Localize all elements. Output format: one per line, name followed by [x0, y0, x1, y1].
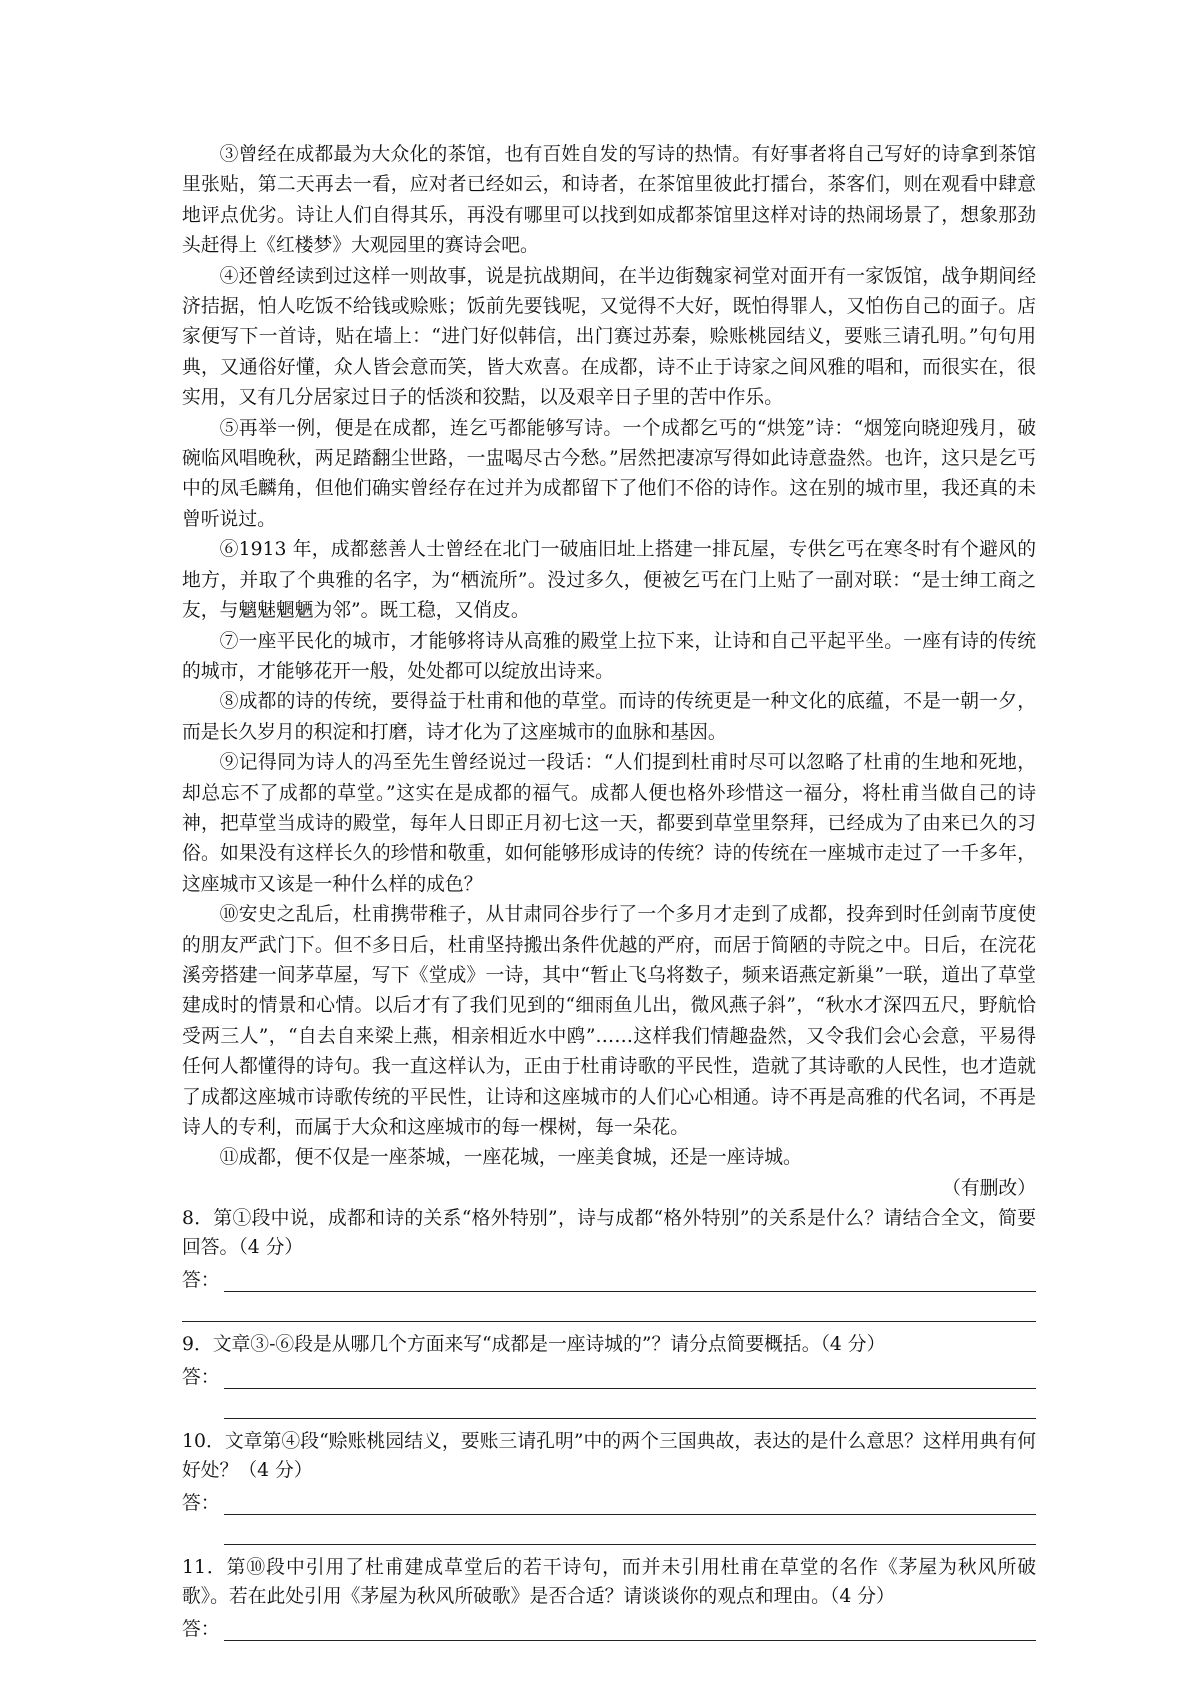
paragraph-11: ⑪成都，便不仅是一座茶城，一座花城，一座美食城，还是一座诗城。: [219, 1147, 802, 1169]
question-text: 9．文章③-⑥段是从哪几个方面来写“成都是一座诗城的”？请分点简要概括。（4 分）: [182, 1334, 886, 1356]
paragraph-4: ④还曾经读到过这样一则故事，说是抗战期间，在半边街魏家祠堂对面开有一家饭馆，战争期间经济拮据，怕人吃饭不给钱或赊账；饭前先要钱呢，又觉得不大好，既怕得罪人，又怕伤自己的面子。店家便写下一首诗，贴在墙上：“进门好似韩信，出门赛过苏秦，赊账桃园结义，要账三请孔明。”句句用典，又通俗好懂，众人皆会意而笑，皆大欢喜。在成都，诗不止于诗家之间风雅的唱和，而很实在，很实用，又有几分居家过日子的恬淡和狡黠，以及艰辛日子里的苦中作乐。: [182, 265, 1036, 409]
question-9: [182, 1330, 1036, 1419]
answer-label: 答：: [182, 1367, 220, 1389]
answer-row: [182, 1359, 1036, 1389]
answer-line[interactable]: [182, 1299, 1036, 1322]
answer-line[interactable]: [224, 1396, 1036, 1419]
question-8: [182, 1204, 1036, 1322]
answer-row: [182, 1485, 1036, 1515]
answer-row-extra: [182, 1515, 1036, 1545]
document-page: [182, 140, 1036, 1641]
answer-row-extra: [182, 1389, 1036, 1419]
answer-label: 答：: [182, 1270, 220, 1292]
answer-row-extra: [182, 1292, 1036, 1322]
paragraph-3: ③曾经在成都最为大众化的茶馆，也有百姓自发的写诗的热情。有好事者将自己写好的诗拿到茶馆里张贴，第二天再去一看，应对者已经如云，和诗者，在茶馆里彼此打擂台，茶客们，则在观看中肆意地评点优劣。诗让人们自得其乐，再没有哪里可以找到如成都茶馆里这样对诗的热闹场景了，想象那劲头赶得上《红楼梦》大观园里的赛诗会吧。: [182, 144, 1036, 257]
answer-line[interactable]: [224, 1269, 1036, 1292]
paragraph-8: ⑧成都的诗的传统，要得益于杜甫和他的草堂。而诗的传统更是一种文化的底蕴，不是一朝一夕，而是长久岁月的积淀和打磨，诗才化为了这座城市的血脉和基因。: [182, 691, 1036, 743]
question-10: [182, 1427, 1036, 1545]
paragraph-5: ⑤再举一例，便是在成都，连乞丐都能够写诗。一个成都乞丐的“烘笼”诗：“烟笼向晓迎残月，破碗临风唱晚秋，两足踏翻尘世路，一盅喝尽古今愁。”居然把凄凉写得如此诗意盎然。也许，这只是乞丐中的凤毛麟角，但他们确实曾经存在过并为成都留下了他们不俗的诗作。这在别的城市里，我还真的未曾听说过。: [182, 417, 1036, 530]
paragraph-9: ⑨记得同为诗人的冯至先生曾经说过一段话：“人们提到杜甫时尽可以忽略了杜甫的生地和死地，却总忘不了成都的草堂。”这实在是成都的福气。成都人便也格外珍惜这一福分，将杜甫当做自己的诗神，把草堂当成诗的殿堂，每年人日即正月初七这一天，都要到草堂里祭拜，已经成为了由来已久的习俗。如果没有这样长久的珍惜和敬重，如何能够形成诗的传统？诗的传统在一座城市走过了一千多年，这座城市又该是一种什么样的成色？: [182, 752, 1036, 895]
paragraph-6: ⑥1913 年，成都慈善人士曾经在北门一破庙旧址上搭建一排瓦屋，专供乞丐在寒冬时有个避风的地方，并取了个典雅的名字，为“栖流所”。没过多久，便被乞丐在门上贴了一副对联：“是士绅工商之友，与魑魅魍魉为邻”。既工稳，又俏皮。: [182, 539, 1036, 622]
answer-line[interactable]: [224, 1522, 1036, 1545]
answer-row: [182, 1611, 1036, 1641]
article-body: [182, 140, 1036, 1204]
answer-row: [182, 1262, 1036, 1292]
paragraph-10: ⑩安史之乱后，杜甫携带稚子，从甘肃同谷步行了一个多月才走到了成都，投奔到时任剑南节度使的朋友严武门下。但不多日后，杜甫坚持搬出条件优越的严府，而居于简陋的寺院之中。日后，在浣花溪旁搭建一间茅草屋，写下《堂成》一诗，其中“暂止飞乌将数子，频来语燕定新巢”一联，道出了草堂建成时的情景和心情。以后才有了我们见到的“细雨鱼儿出，微风燕子斜”，“秋水才深四五尺，野航恰受两三人”，“自去自来梁上燕，相亲相近水中鸥”……这样我们情趣盎然，又令我们会心会意，平易得任何人都懂得的诗句。我一直这样认为，正由于杜甫诗歌的平民性，造就了其诗歌的人民性，也才造就了成都这座城市诗歌传统的平民性，让诗和这座城市的人们心心相通。诗不再是高雅的代名词，不再是诗人的专利，而属于大众和这座城市的每一棵树，每一朵花。: [182, 904, 1036, 1138]
answer-line[interactable]: [224, 1618, 1036, 1641]
question-11: [182, 1553, 1036, 1641]
answer-label: 答：: [182, 1619, 220, 1641]
question-text: 8．第①段中说，成都和诗的关系“格外特别”，诗与成都“格外特别”的关系是什么？请结合全文，简要回答。（4 分）: [182, 1208, 1036, 1259]
question-text: 10．文章第④段“赊账桃园结义，要账三请孔明”中的两个三国典故，表达的是什么意思？这样用典有何好处？（4 分）: [182, 1431, 1036, 1482]
question-text: 11．第⑩段中引用了杜甫建成草堂后的若干诗句，而并未引用杜甫在草堂的名作《茅屋为秋风所破歌》。若在此处引用《茅屋为秋风所破歌》是否合适？请谈谈你的观点和理由。（4 分）: [182, 1557, 1036, 1608]
answer-line[interactable]: [224, 1366, 1036, 1389]
paragraph-7: ⑦一座平民化的城市，才能够将诗从高雅的殿堂上拉下来，让诗和自己平起平坐。一座有诗的传统的城市，才能够花开一般，处处都可以绽放出诗来。: [182, 630, 1036, 682]
edit-note: （有删改）: [942, 1177, 1036, 1199]
answer-line[interactable]: [224, 1492, 1036, 1515]
answer-label: 答：: [182, 1493, 220, 1515]
